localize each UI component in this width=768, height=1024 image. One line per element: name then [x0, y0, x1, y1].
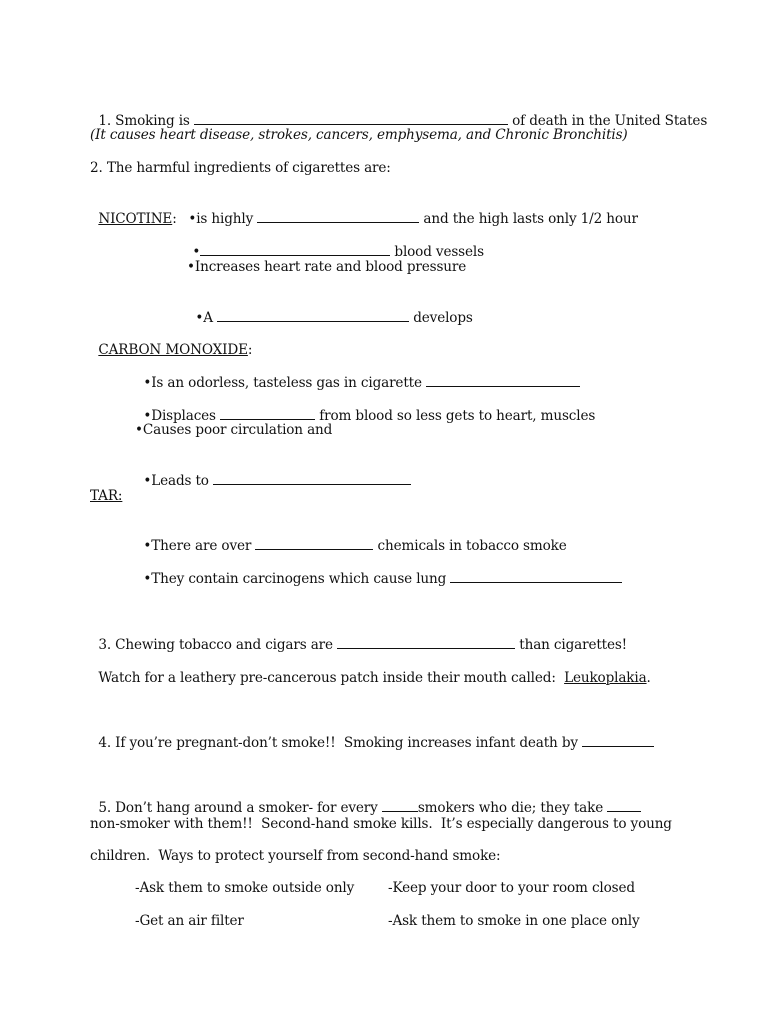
tar-b2-blank[interactable]: [450, 571, 622, 583]
tar-bullet-2: [135, 552, 622, 588]
q1-note: (It causes heart disease, strokes, cancers, emphysema, and Chronic Bronchitis): [90, 127, 628, 143]
nicotine-b1-blank[interactable]: [257, 211, 419, 223]
q1-text-start: 1. Smoking is: [98, 113, 194, 129]
q3-note-text: Watch for a leathery pre-cancerous patch inside their mouth called:: [98, 670, 565, 686]
leukoplakia-term: Leukoplakia: [564, 670, 647, 686]
q1-text-end: of death in the United States: [507, 113, 708, 129]
q3-blank[interactable]: [337, 637, 515, 649]
q5-blank-1[interactable]: [382, 800, 418, 812]
nicotine-bullet-4: [187, 291, 473, 327]
co-b2-end: from blood so less gets to heart, muscles: [315, 408, 596, 424]
tar-b1-start: •There are over: [143, 538, 256, 554]
nicotine-b2-end: blood vessels: [390, 244, 484, 260]
question-5-line-1: [90, 781, 641, 817]
nicotine-b4-end: develops: [409, 310, 473, 326]
q5-l1-mid: smokers who die; they take: [417, 800, 608, 816]
co-colon: :: [247, 342, 253, 358]
question-1: [90, 94, 707, 130]
question-3: [90, 618, 627, 654]
q3-start: 3. Chewing tobacco and cigars are: [98, 637, 338, 653]
q5-blank-2[interactable]: [607, 800, 641, 812]
tip-one-place: -Ask them to smoke in one place only: [388, 913, 640, 929]
tar-bullet-1: [135, 519, 567, 555]
co-bullet-2: [135, 389, 595, 425]
tip-air-filter: -Get an air filter: [135, 913, 244, 929]
question-2: 2. The harmful ingredients of cigarettes are:: [90, 160, 391, 176]
nicotine-colon: :: [172, 211, 177, 227]
tip-door-closed: -Keep your door to your room closed: [388, 880, 635, 896]
nicotine-b4-blank[interactable]: [217, 310, 409, 322]
co-heading: CARBON MONOXIDE: [98, 342, 248, 358]
nicotine-heading: NICOTINE: [98, 211, 173, 227]
tip-smoke-outside: -Ask them to smoke outside only: [135, 880, 355, 896]
co-b2-start: •Displaces: [143, 408, 221, 424]
co-b4-blank[interactable]: [213, 473, 411, 485]
q4-blank[interactable]: [582, 735, 654, 747]
nicotine-b4-start: •A: [195, 310, 218, 326]
question-4: [90, 716, 654, 752]
tar-heading: TAR:: [90, 488, 123, 504]
co-bullet-4: [135, 454, 411, 490]
nicotine-heading-row: [90, 192, 177, 228]
question-5-line-3: children. Ways to protect yourself from second-hand smoke:: [90, 848, 501, 864]
nicotine-bullet-3: •Increases heart rate and blood pressure: [187, 259, 467, 275]
co-bullet-1: [135, 356, 580, 392]
co-b1-blank[interactable]: [426, 375, 580, 387]
nicotine-b2-start: •: [192, 244, 201, 260]
q3-note: [90, 651, 651, 687]
nicotine-b1-start: •is highly: [188, 211, 258, 227]
tar-b2-start: •They contain carcinogens which cause lung: [143, 571, 451, 587]
nicotine-bullet-2: [184, 225, 484, 261]
q1-blank[interactable]: [194, 113, 508, 125]
nicotine-b2-blank[interactable]: [200, 244, 390, 256]
co-heading-row: [90, 323, 252, 359]
tar-b1-end: chemicals in tobacco smoke: [373, 538, 567, 554]
tar-b1-blank[interactable]: [255, 538, 373, 550]
nicotine-bullet-1: [180, 192, 638, 228]
nicotine-b1-end: and the high lasts only 1/2 hour: [419, 211, 638, 227]
q3-end: than cigarettes!: [515, 637, 627, 653]
co-b1-start: •Is an odorless, tasteless gas in cigarette: [143, 375, 427, 391]
co-bullet-3: •Causes poor circulation and: [135, 422, 333, 438]
co-b2-blank[interactable]: [220, 408, 315, 420]
q3-note-period: .: [646, 670, 651, 686]
co-b4-start: •Leads to: [143, 473, 214, 489]
question-5-line-2: non-smoker with them!! Second-hand smoke kills. It’s especially dangerous to young: [90, 816, 672, 832]
q5-l1-start: 5. Don’t hang around a smoker- for every: [98, 800, 382, 816]
q4-text: 4. If you’re pregnant-don’t smoke!! Smoking increases infant death by: [98, 735, 583, 751]
